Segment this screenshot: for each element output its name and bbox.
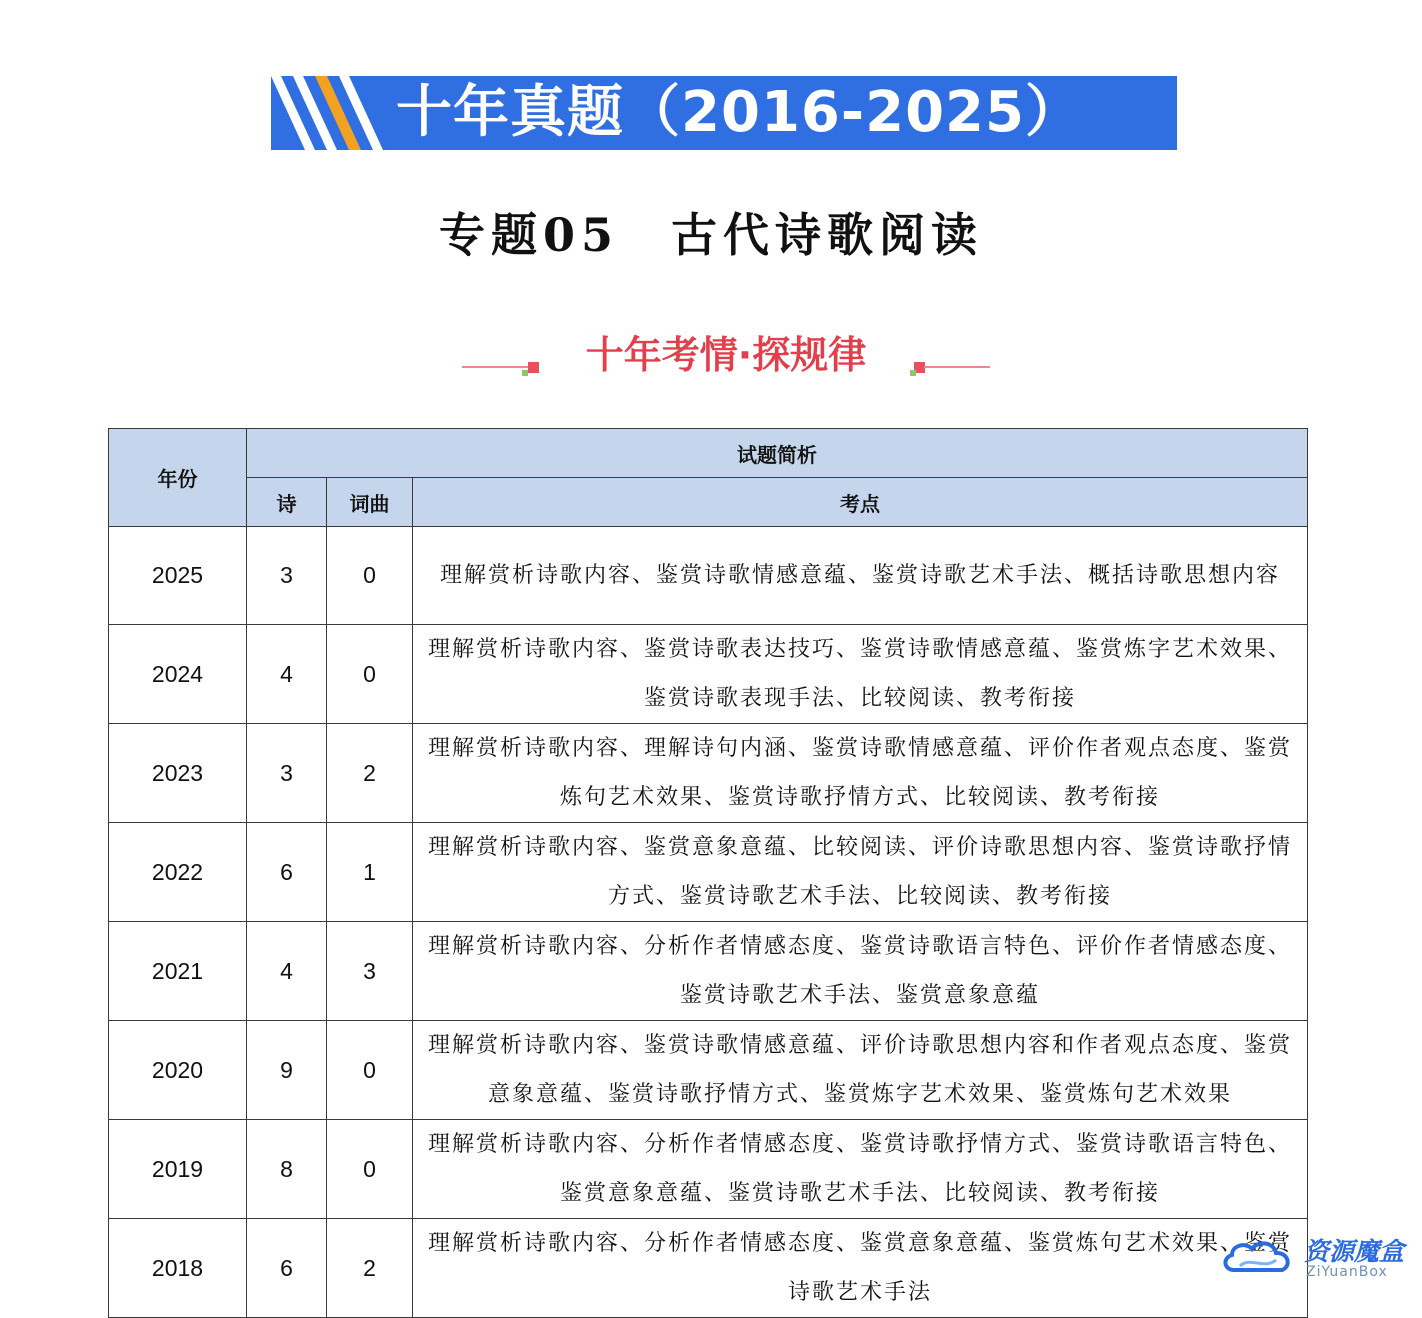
divider-right xyxy=(924,366,990,368)
year-cell: 2021 xyxy=(109,922,247,1021)
year-cell: 2025 xyxy=(109,527,247,625)
header-ci: 词曲 xyxy=(327,478,413,527)
divider-left xyxy=(462,366,528,368)
table-row xyxy=(109,625,1308,724)
year-cell: 2023 xyxy=(109,724,247,823)
ci-count-cell: 3 xyxy=(327,922,413,1021)
points-cell: 理解赏析诗歌内容、鉴赏意象意蕴、比较阅读、评价诗歌思想内容、鉴赏诗歌抒情方式、鉴赏诗歌艺术手法、比较阅读、教考衔接 xyxy=(413,823,1308,922)
year-cell: 2018 xyxy=(109,1219,247,1318)
poem-count-cell: 4 xyxy=(247,625,327,724)
poem-count-cell: 3 xyxy=(247,527,327,625)
table-row xyxy=(109,527,1308,625)
square-bullet-icon xyxy=(522,370,528,376)
points-cell: 理解赏析诗歌内容、分析作者情感态度、鉴赏诗歌语言特色、评价作者情感态度、鉴赏诗歌艺术手法、鉴赏意象意蕴 xyxy=(413,922,1308,1021)
header-poem: 诗 xyxy=(247,478,327,527)
ci-count-cell: 0 xyxy=(327,527,413,625)
points-cell: 理解赏析诗歌内容、鉴赏诗歌情感意蕴、鉴赏诗歌艺术手法、概括诗歌思想内容 xyxy=(413,527,1308,625)
points-cell: 理解赏析诗歌内容、分析作者情感态度、鉴赏意象意蕴、鉴赏炼句艺术效果、鉴赏诗歌艺术手法 xyxy=(413,1219,1308,1318)
table-row xyxy=(109,1021,1308,1120)
table-row xyxy=(109,922,1308,1021)
table-row xyxy=(109,1120,1308,1219)
table-row xyxy=(109,1219,1308,1318)
ci-count-cell: 0 xyxy=(327,1021,413,1120)
section-title: 专题05 古代诗歌阅读 xyxy=(438,208,983,262)
points-cell: 理解赏析诗歌内容、分析作者情感态度、鉴赏诗歌抒情方式、鉴赏诗歌语言特色、鉴赏意象意蕴、鉴赏诗歌艺术手法、比较阅读、教考衔接 xyxy=(413,1120,1308,1219)
square-bullet-icon xyxy=(528,362,539,373)
poem-count-cell: 6 xyxy=(247,1219,327,1318)
banner-title: 十年真题（2016-2025） xyxy=(396,80,1082,145)
cloud-logo-icon xyxy=(1220,1236,1304,1280)
ci-count-cell: 0 xyxy=(327,625,413,724)
exam-table xyxy=(108,428,1308,1318)
header-points: 考点 xyxy=(413,478,1308,527)
header-analysis: 试题简析 xyxy=(247,429,1308,478)
table-row xyxy=(109,724,1308,823)
ci-count-cell: 1 xyxy=(327,823,413,922)
subtitle-text: 十年考情·探规律 xyxy=(585,333,867,377)
points-cell: 理解赏析诗歌内容、鉴赏诗歌情感意蕴、评价诗歌思想内容和作者观点态度、鉴赏意象意蕴、鉴赏诗歌抒情方式、鉴赏炼字艺术效果、鉴赏炼句艺术效果 xyxy=(413,1021,1308,1120)
poem-count-cell: 9 xyxy=(247,1021,327,1120)
square-bullet-icon xyxy=(910,370,916,376)
year-cell: 2022 xyxy=(109,823,247,922)
ci-count-cell: 0 xyxy=(327,1120,413,1219)
poem-count-cell: 3 xyxy=(247,724,327,823)
watermark xyxy=(1220,1228,1420,1288)
top-banner xyxy=(271,76,1177,150)
poem-count-cell: 8 xyxy=(247,1120,327,1219)
ci-count-cell: 2 xyxy=(327,724,413,823)
poem-count-cell: 4 xyxy=(247,922,327,1021)
year-cell: 2024 xyxy=(109,625,247,724)
ci-count-cell: 2 xyxy=(327,1219,413,1318)
year-cell: 2020 xyxy=(109,1021,247,1120)
year-cell: 2019 xyxy=(109,1120,247,1219)
points-cell: 理解赏析诗歌内容、理解诗句内涵、鉴赏诗歌情感意蕴、评价作者观点态度、鉴赏炼句艺术效果、鉴赏诗歌抒情方式、比较阅读、教考衔接 xyxy=(413,724,1308,823)
subtitle-decoration xyxy=(462,325,990,385)
table-row xyxy=(109,823,1308,922)
watermark-name: 资源魔盒 xyxy=(1304,1237,1405,1266)
points-cell: 理解赏析诗歌内容、鉴赏诗歌表达技巧、鉴赏诗歌情感意蕴、鉴赏炼字艺术效果、鉴赏诗歌表现手法、比较阅读、教考衔接 xyxy=(413,625,1308,724)
poem-count-cell: 6 xyxy=(247,823,327,922)
header-year: 年份 xyxy=(109,429,247,527)
watermark-latin: ZiYuanBox xyxy=(1306,1264,1388,1280)
